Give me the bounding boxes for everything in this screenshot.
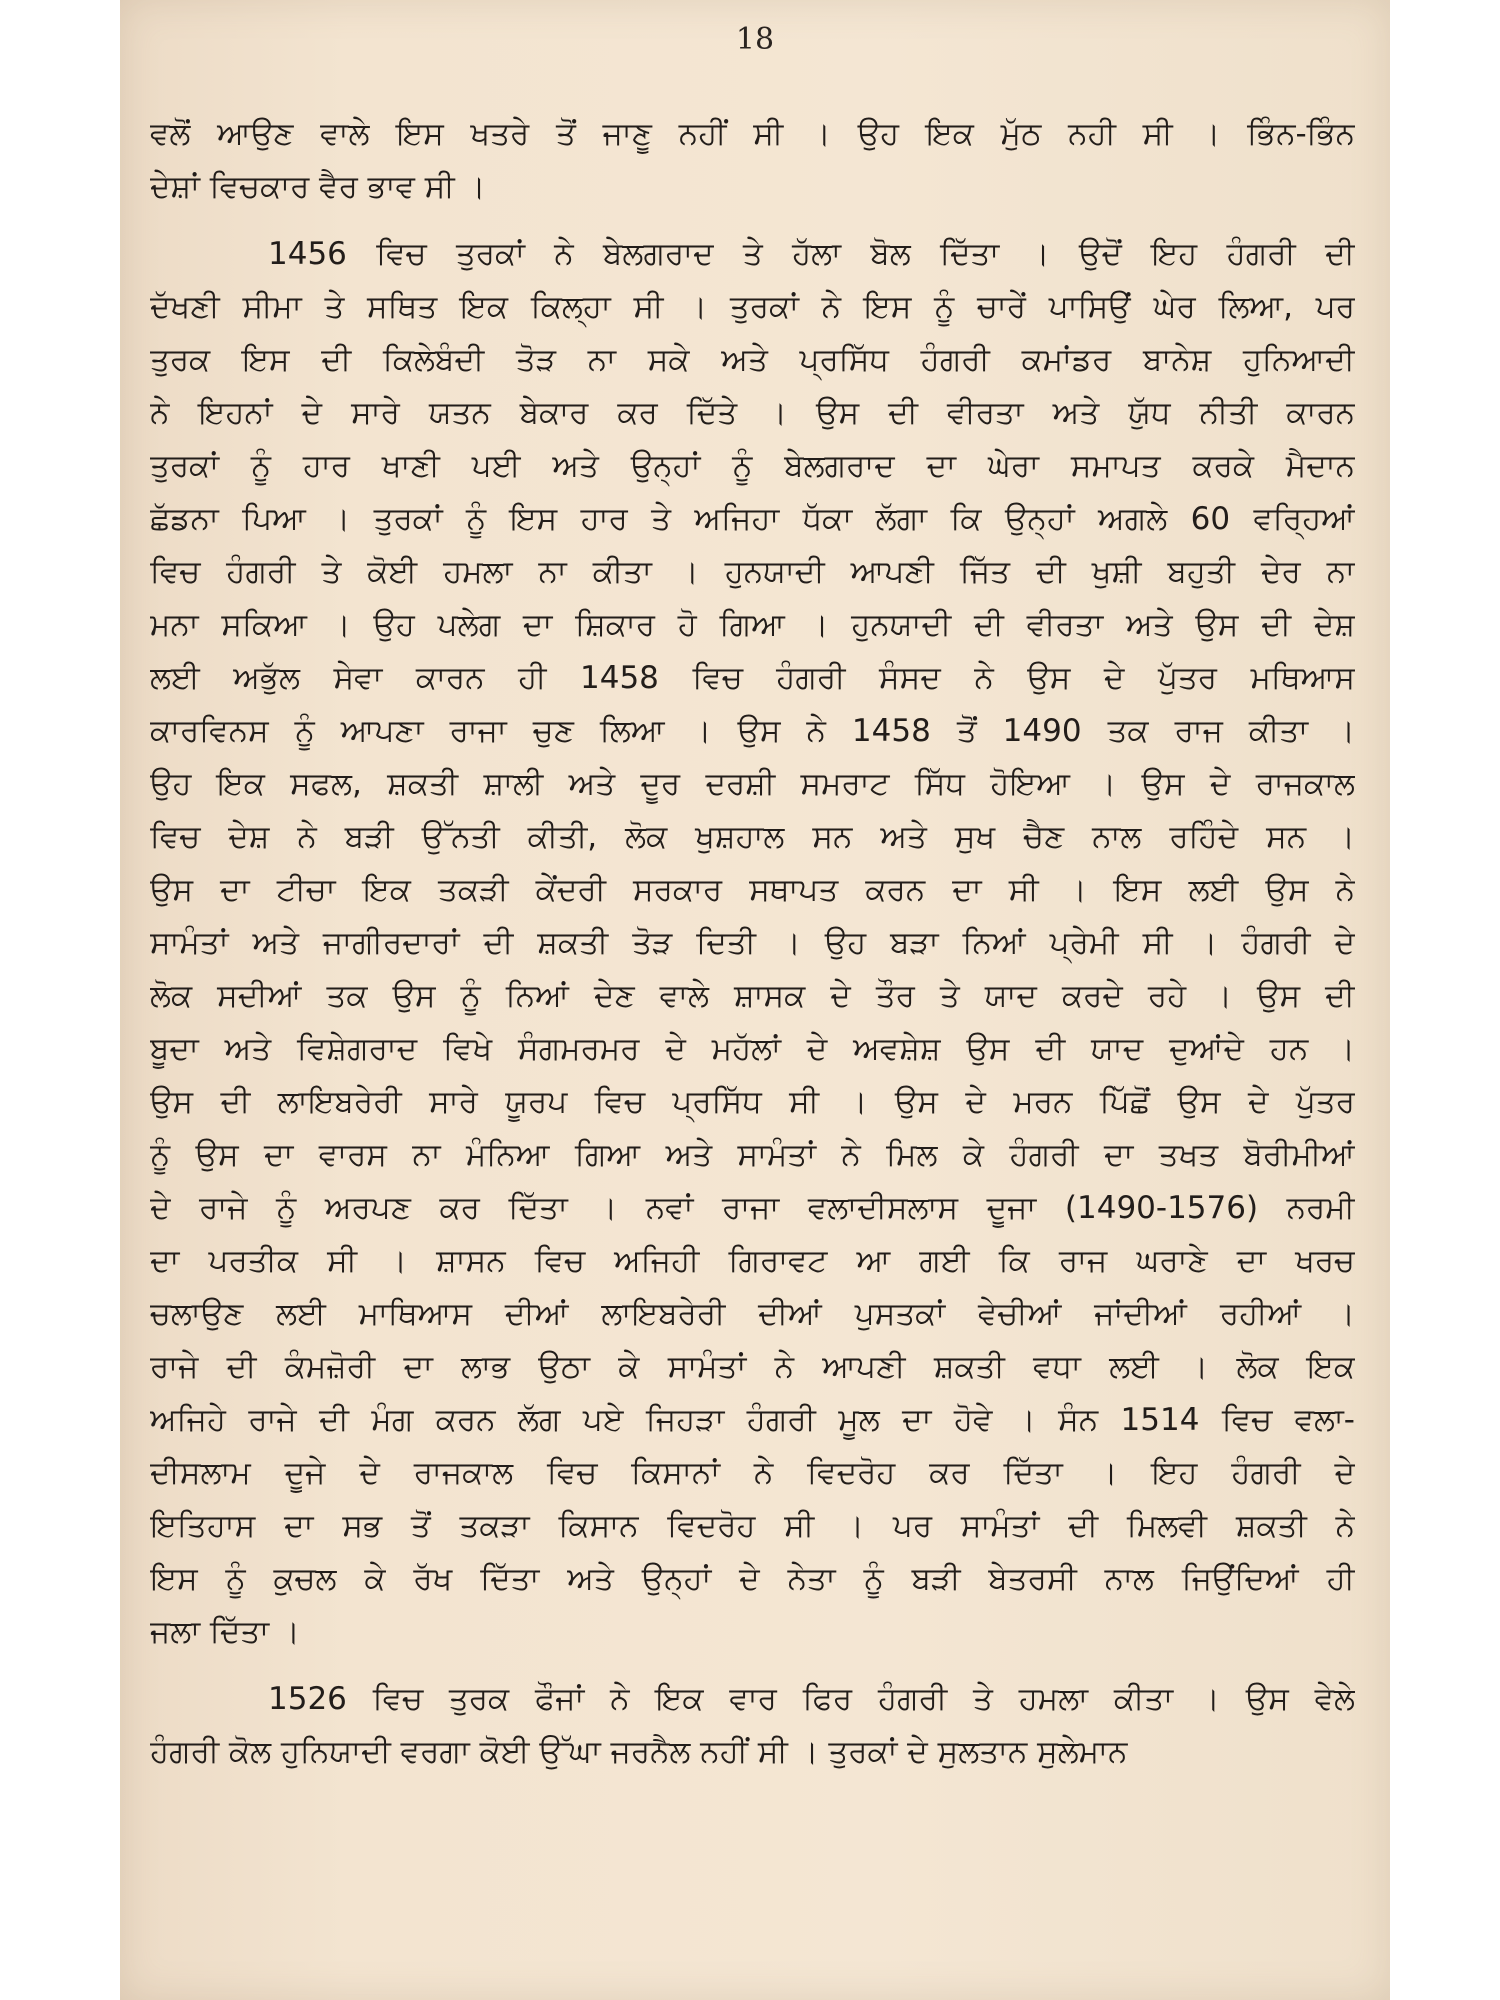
text-line: ਇਸ ਨੂੰ ਕੁਚਲ ਕੇ ਰੱਖ ਦਿੱਤਾ ਅਤੇ ਉਨ੍ਹਾਂ ਦੇ ਨੇਤਾ ਨੂੰ ਬੜੀ ਬੇਤਰਸੀ ਨਾਲ ਜਿਉਂਦਿਆਂ ਹੀ — [150, 1561, 1355, 1597]
text-line: ਦੇ ਰਾਜੇ ਨੂੰ ਅਰਪਣ ਕਰ ਦਿੱਤਾ । ਨਵਾਂ ਰਾਜਾ ਵਲਾਦੀਸਲਾਸ ਦੂਜਾ (1490-1576) ਨਰਮੀ — [150, 1190, 1355, 1226]
paragraph — [150, 108, 1355, 214]
text-line: ਲੋਕ ਸਦੀਆਂ ਤਕ ਉਸ ਨੂੰ ਨਿਆਂ ਦੇਣ ਵਾਲੇ ਸ਼ਾਸਕ ਦੇ ਤੌਰ ਤੇ ਯਾਦ ਕਰਦੇ ਰਹੇ । ਉਸ ਦੀ — [150, 978, 1355, 1014]
text-line: 1456 ਵਿਚ ਤੁਰਕਾਂ ਨੇ ਬੇਲਗਰਾਦ ਤੇ ਹੱਲਾ ਬੋਲ ਦਿੱਤਾ । ਉਦੋਂ ਇਹ ਹੰਗਰੀ ਦੀ — [268, 236, 1355, 272]
text-line: ਉਸ ਦਾ ਟੀਚਾ ਇਕ ਤਕੜੀ ਕੇਂਦਰੀ ਸਰਕਾਰ ਸਥਾਪਤ ਕਰਨ ਦਾ ਸੀ । ਇਸ ਲਈ ਉਸ ਨੇ — [150, 872, 1355, 908]
text-line: ਮਨਾ ਸਕਿਆ । ਉਹ ਪਲੇਗ ਦਾ ਸ਼ਿਕਾਰ ਹੋ ਗਿਆ । ਹੁਨਯਾਦੀ ਦੀ ਵੀਰਤਾ ਅਤੇ ਉਸ ਦੀ ਦੇਸ਼ — [150, 607, 1355, 643]
text-line: ਤੁਰਕਾਂ ਨੂੰ ਹਾਰ ਖਾਣੀ ਪਈ ਅਤੇ ਉਨ੍ਹਾਂ ਨੂੰ ਬੇਲਗਰਾਦ ਦਾ ਘੇਰਾ ਸਮਾਪਤ ਕਰਕੇ ਮੈਦਾਨ — [150, 448, 1355, 484]
text-line: ਰਾਜੇ ਦੀ ਕੰਮਜ਼ੋਰੀ ਦਾ ਲਾਭ ਉਠਾ ਕੇ ਸਾਮੰਤਾਂ ਨੇ ਆਪਣੀ ਸ਼ਕਤੀ ਵਧਾ ਲਈ । ਲੋਕ ਇਕ — [150, 1349, 1355, 1385]
text-line: ਲਈ ਅਭੁੱਲ ਸੇਵਾ ਕਾਰਨ ਹੀ 1458 ਵਿਚ ਹੰਗਰੀ ਸੰਸਦ ਨੇ ਉਸ ਦੇ ਪੁੱਤਰ ਮਥਿਆਸ — [150, 660, 1355, 696]
body-text — [150, 108, 1355, 1779]
paragraph-gap — [150, 214, 1355, 228]
text-line: ਦਾ ਪਰਤੀਕ ਸੀ । ਸ਼ਾਸਨ ਵਿਚ ਅਜਿਹੀ ਗਿਰਾਵਟ ਆ ਗਈ ਕਿ ਰਾਜ ਘਰਾਣੇ ਦਾ ਖਰਚ — [150, 1243, 1355, 1279]
text-line: ਜਲਾ ਦਿੱਤਾ । — [150, 1614, 300, 1650]
text-line: ਅਜਿਹੇ ਰਾਜੇ ਦੀ ਮੰਗ ਕਰਨ ਲੱਗ ਪਏ ਜਿਹੜਾ ਹੰਗਰੀ ਮੂਲ ਦਾ ਹੋਵੇ । ਸੰਨ 1514 ਵਿਚ ਵਲਾ- — [150, 1402, 1355, 1438]
page-number: 18 — [735, 22, 775, 57]
text-line: ਵਿਚ ਹੰਗਰੀ ਤੇ ਕੋਈ ਹਮਲਾ ਨਾ ਕੀਤਾ । ਹੁਨਯਾਦੀ ਆਪਣੀ ਜਿੱਤ ਦੀ ਖੁਸ਼ੀ ਬਹੁਤੀ ਦੇਰ ਨਾ — [150, 554, 1355, 590]
text-line: ਉਸ ਦੀ ਲਾਇਬਰੇਰੀ ਸਾਰੇ ਯੂਰਪ ਵਿਚ ਪ੍ਰਸਿੱਧ ਸੀ । ਉਸ ਦੇ ਮਰਨ ਪਿੱਛੋਂ ਉਸ ਦੇ ਪੁੱਤਰ — [150, 1084, 1355, 1120]
text-line: ਹੰਗਰੀ ਕੋਲ ਹੁਨਿਯਾਦੀ ਵਰਗਾ ਕੋਈ ਉੱਘਾ ਜਰਨੈਲ ਨਹੀਂ ਸੀ । ਤੁਰਕਾਂ ਦੇ ਸੁਲਤਾਨ ਸੁਲੇਮਾਨ — [150, 1734, 1128, 1770]
text-line: ਤੁਰਕ ਇਸ ਦੀ ਕਿਲੇਬੰਦੀ ਤੋੜ ਨਾ ਸਕੇ ਅਤੇ ਪ੍ਰਸਿੱਧ ਹੰਗਰੀ ਕਮਾਂਡਰ ਬਾਨੇਸ਼ ਹੁਨਿਆਦੀ — [150, 342, 1355, 378]
text-line: ਬੂਦਾ ਅਤੇ ਵਿਸ਼ੇਗਰਾਦ ਵਿਖੇ ਸੰਗਮਰਮਰ ਦੇ ਮਹੱਲਾਂ ਦੇ ਅਵਸ਼ੇਸ਼ ਉਸ ਦੀ ਯਾਦ ਦੁਆਂਦੇ ਹਨ । — [150, 1031, 1355, 1067]
text-line: ਚਲਾਉਣ ਲਈ ਮਾਥਿਆਸ ਦੀਆਂ ਲਾਇਬਰੇਰੀ ਦੀਆਂ ਪੁਸਤਕਾਂ ਵੇਚੀਆਂ ਜਾਂਦੀਆਂ ਰਹੀਆਂ । — [150, 1296, 1355, 1332]
text-line: ਦੇਸ਼ਾਂ ਵਿਚਕਾਰ ਵੈਰ ਭਾਵ ਸੀ । — [150, 169, 486, 205]
text-line: ਕਾਰਵਿਨਸ ਨੂੰ ਆਪਣਾ ਰਾਜਾ ਚੁਣ ਲਿਆ । ਉਸ ਨੇ 1458 ਤੋਂ 1490 ਤਕ ਰਾਜ ਕੀਤਾ । — [150, 713, 1355, 749]
book-page — [120, 0, 1390, 2000]
text-line: ਛੱਡਨਾ ਪਿਆ । ਤੁਰਕਾਂ ਨੂੰ ਇਸ ਹਾਰ ਤੇ ਅਜਿਹਾ ਧੱਕਾ ਲੱਗਾ ਕਿ ਉਨ੍ਹਾਂ ਅਗਲੇ 60 ਵਰ੍ਹਿਆਂ — [150, 501, 1355, 537]
paragraph — [150, 228, 1355, 1659]
paragraph — [150, 1673, 1355, 1779]
text-line: ਵਲੋਂ ਆਉਣ ਵਾਲੇ ਇਸ ਖਤਰੇ ਤੋਂ ਜਾਣੂ ਨਹੀਂ ਸੀ । ਉਹ ਇਕ ਮੁੱਠ ਨਹੀ ਸੀ । ਭਿੰਨ-ਭਿੰਨ — [150, 116, 1355, 152]
text-line: ਨੇ ਇਹਨਾਂ ਦੇ ਸਾਰੇ ਯਤਨ ਬੇਕਾਰ ਕਰ ਦਿੱਤੇ । ਉਸ ਦੀ ਵੀਰਤਾ ਅਤੇ ਯੁੱਧ ਨੀਤੀ ਕਾਰਨ — [150, 395, 1355, 431]
text-line: ਸਾਮੰਤਾਂ ਅਤੇ ਜਾਗੀਰਦਾਰਾਂ ਦੀ ਸ਼ਕਤੀ ਤੋੜ ਦਿਤੀ । ਉਹ ਬੜਾ ਨਿਆਂ ਪ੍ਰੇਮੀ ਸੀ । ਹੰਗਰੀ ਦੇ — [150, 925, 1355, 961]
text-line: ਦੱਖਣੀ ਸੀਮਾ ਤੇ ਸਥਿਤ ਇਕ ਕਿਲ੍ਹਾ ਸੀ । ਤੁਰਕਾਂ ਨੇ ਇਸ ਨੂੰ ਚਾਰੇਂ ਪਾਸਿਉਂ ਘੇਰ ਲਿਆ, ਪਰ — [150, 289, 1355, 325]
text-line: 1526 ਵਿਚ ਤੁਰਕ ਫੌਜਾਂ ਨੇ ਇਕ ਵਾਰ ਫਿਰ ਹੰਗਰੀ ਤੇ ਹਮਲਾ ਕੀਤਾ । ਉਸ ਵੇਲੇ — [268, 1681, 1355, 1717]
text-line: ਦੀਸਲਾਮ ਦੂਜੇ ਦੇ ਰਾਜਕਾਲ ਵਿਚ ਕਿਸਾਨਾਂ ਨੇ ਵਿਦਰੋਹ ਕਰ ਦਿੱਤਾ । ਇਹ ਹੰਗਰੀ ਦੇ — [150, 1455, 1355, 1491]
text-line: ਉਹ ਇਕ ਸਫਲ, ਸ਼ਕਤੀ ਸ਼ਾਲੀ ਅਤੇ ਦੂਰ ਦਰਸ਼ੀ ਸਮਰਾਟ ਸਿੱਧ ਹੋਇਆ । ਉਸ ਦੇ ਰਾਜਕਾਲ — [150, 766, 1355, 802]
text-line: ਇਤਿਹਾਸ ਦਾ ਸਭ ਤੋਂ ਤਕੜਾ ਕਿਸਾਨ ਵਿਦਰੋਹ ਸੀ । ਪਰ ਸਾਮੰਤਾਂ ਦੀ ਮਿਲਵੀ ਸ਼ਕਤੀ ਨੇ — [150, 1508, 1355, 1544]
paragraph-gap — [150, 1659, 1355, 1673]
text-line: ਵਿਚ ਦੇਸ਼ ਨੇ ਬੜੀ ਉੱਨਤੀ ਕੀਤੀ, ਲੋਕ ਖੁਸ਼ਹਾਲ ਸਨ ਅਤੇ ਸੁਖ ਚੈਣ ਨਾਲ ਰਹਿੰਦੇ ਸਨ । — [150, 819, 1355, 855]
text-line: ਨੂੰ ਉਸ ਦਾ ਵਾਰਸ ਨਾ ਮੰਨਿਆ ਗਿਆ ਅਤੇ ਸਾਮੰਤਾਂ ਨੇ ਮਿਲ ਕੇ ਹੰਗਰੀ ਦਾ ਤਖਤ ਬੋਰੀਮੀਆਂ — [150, 1137, 1355, 1173]
